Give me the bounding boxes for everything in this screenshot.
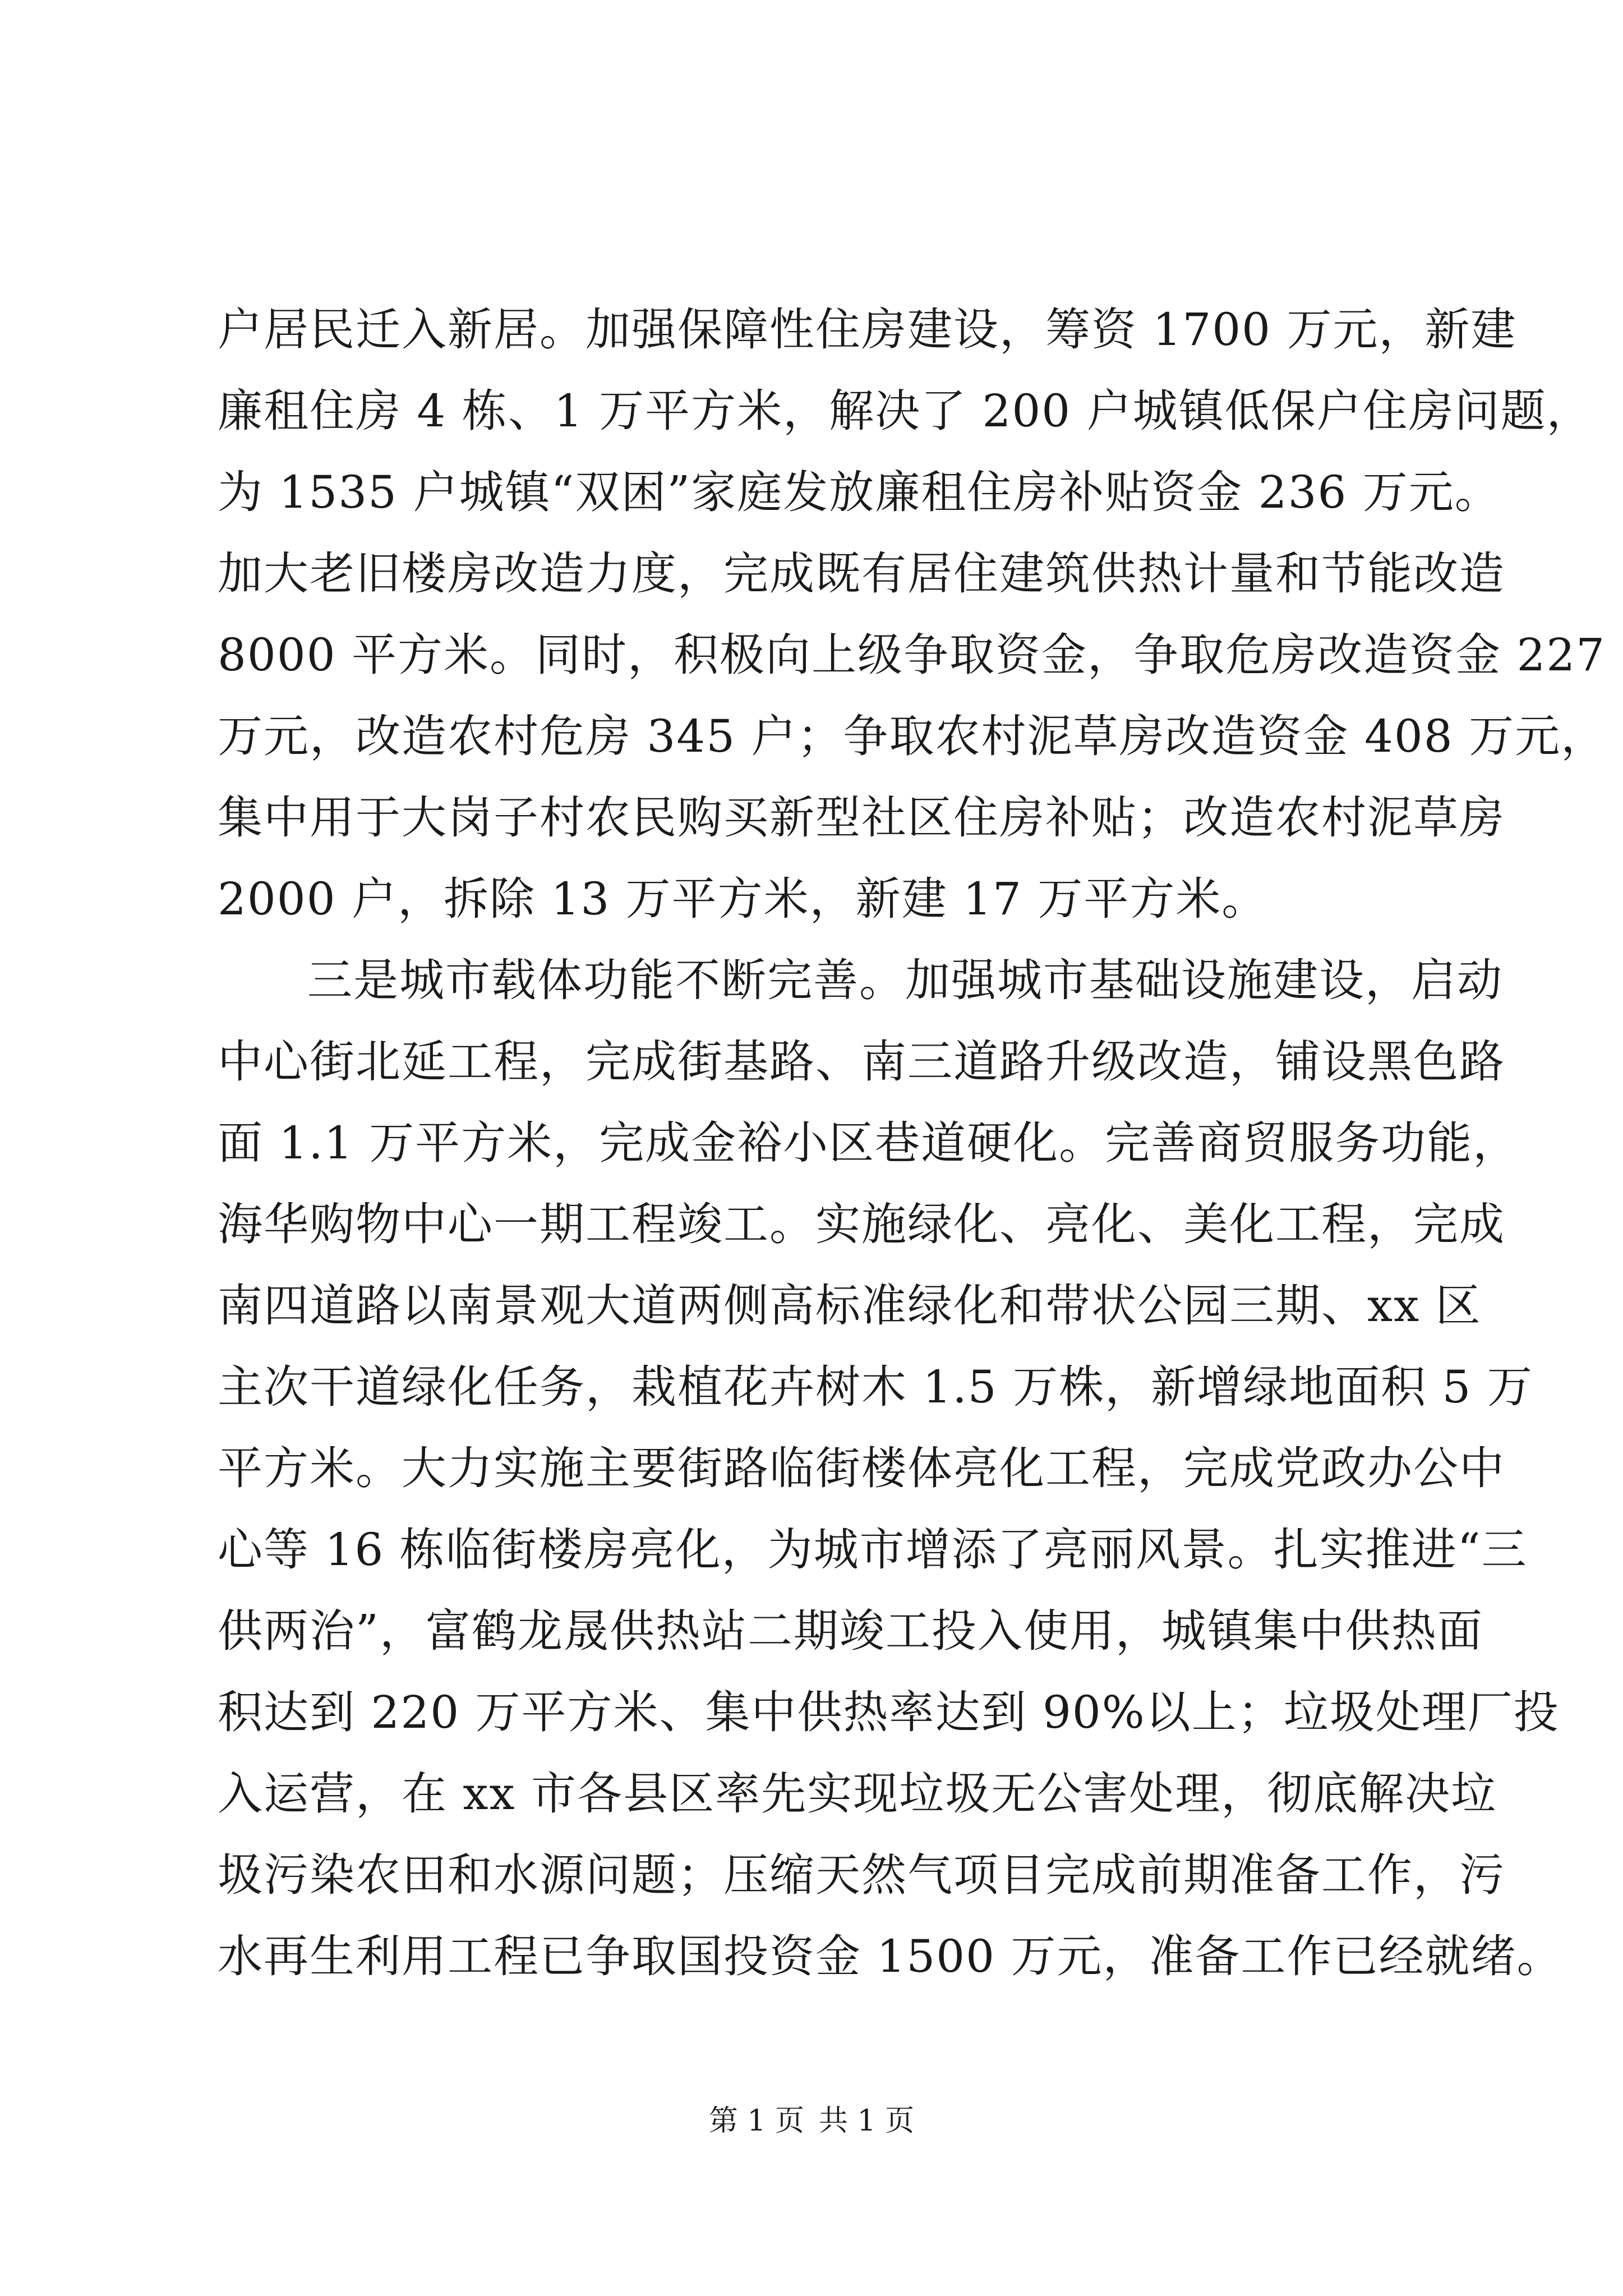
text-line: 水再生利用工程已争取国投资金 1500 万元，准备工作已经就绪。 <box>218 1930 1563 1982</box>
text-line: 圾污染农田和水源问题；压缩天然气项目完成前期准备工作，污 <box>218 1849 1505 1901</box>
text-line: 平方米。大力实施主要街路临街楼体亮化工程，完成党政办公中 <box>218 1442 1505 1494</box>
page-footer <box>0 2101 1623 2141</box>
text-line: 入运营，在 xx 市各县区率先实现垃圾无公害处理，彻底解决垃 <box>218 1768 1497 1820</box>
text-line: 海华购物中心一期工程竣工。实施绿化、亮化、美化工程，完成 <box>218 1198 1505 1250</box>
text-line: 面 1.1 万平方米，完成金裕小区巷道硬化。完善商贸服务功能， <box>218 1117 1519 1169</box>
text-line: 万元，改造农村危房 345 户；争取农村泥草房改造资金 408 万元， <box>218 710 1607 762</box>
text-line: 廉租住房 4 栋、1 万平方米，解决了 200 户城镇低保户住房问题， <box>218 385 1593 437</box>
text-line: 8000 平方米。同时，积极向上级争取资金，争取危房改造资金 227 <box>218 629 1606 681</box>
text-line: 2000 户，拆除 13 万平方米，新建 17 万平方米。 <box>218 873 1268 925</box>
text-line: 加大老旧楼房改造力度，完成既有居住建筑供热计量和节能改造 <box>218 547 1505 600</box>
text-line: 户居民迁入新居。加强保障性住房建设，筹资 1700 万元，新建 <box>218 303 1517 356</box>
paragraph-2 <box>218 940 1563 1997</box>
document-body <box>218 289 1607 1997</box>
text-line: 三是城市载体功能不断完善。加强城市基础设施建设，启动 <box>307 954 1503 1006</box>
text-line: 主次干道绿化任务，栽植花卉树木 1.5 万株，新增绿地面积 5 万 <box>218 1361 1533 1413</box>
page-number-total: 共 1 页 <box>819 2104 915 2138</box>
text-line: 为 1535 户城镇“双困”家庭发放廉租住房补贴资金 236 万元。 <box>218 466 1501 518</box>
text-line: 南四道路以南景观大道两侧高标准绿化和带状公园三期、xx 区 <box>218 1280 1482 1332</box>
text-line: 中心街北延工程，完成街基路、南三道路升级改造，铺设黑色路 <box>218 1036 1505 1088</box>
text-line: 供两治”，富鹤龙晟供热站二期竣工投入使用，城镇集中供热面 <box>218 1605 1483 1657</box>
text-line: 集中用于大岗子村农民购买新型社区住房补贴；改造农村泥草房 <box>218 792 1505 844</box>
page-number-current: 第 1 页 <box>708 2104 804 2138</box>
text-line: 心等 16 栋临街楼房亮化，为城市增添了亮丽风景。扎实推进“三 <box>218 1524 1528 1576</box>
paragraph-1 <box>218 289 1607 940</box>
text-line: 积达到 220 万平方米、集中供热率达到 90%以上；垃圾处理厂投 <box>218 1686 1560 1738</box>
